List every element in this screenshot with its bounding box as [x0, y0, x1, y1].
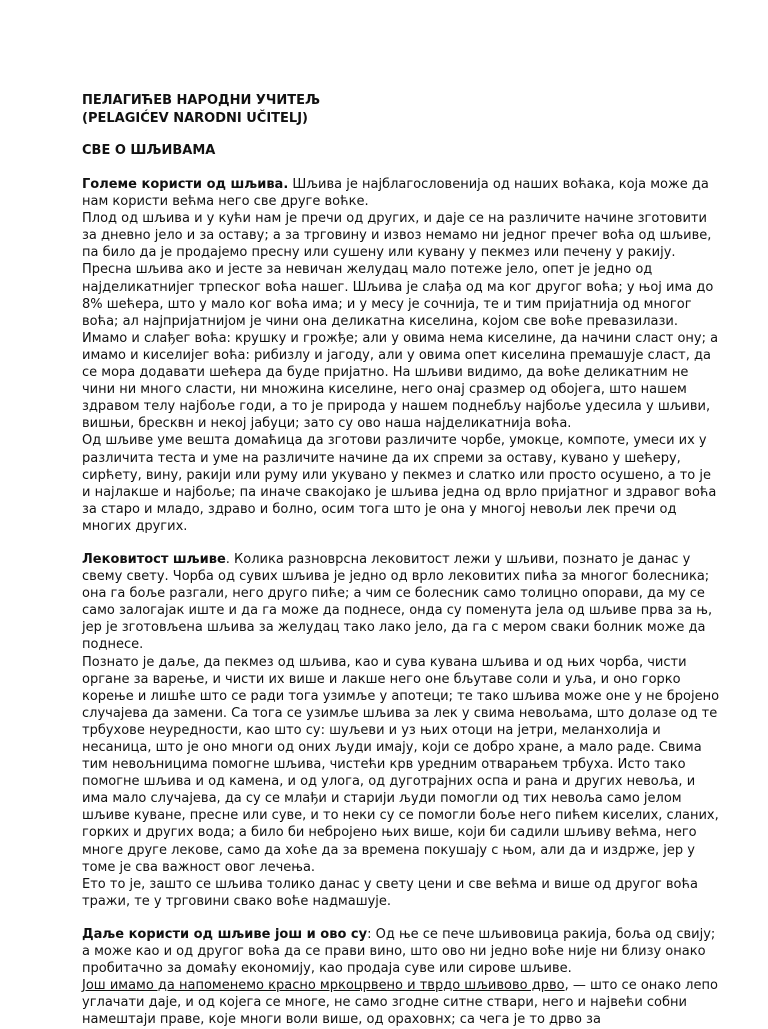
paragraph-text: Шљива је најблагословенија од наших воћака, која може да нам користи већма него све друге воћке. — [82, 177, 709, 210]
paragraph-text: , — што се онако лепо углачати даје, и од којега се многе, не само згодне ситне ствари, него и највећи собни намештаји праве, које многи воли више, од ораховнх; са чега је то дрво за — [82, 978, 718, 1028]
section-lead: Даље користи од шљиве још и ово су — [82, 926, 368, 942]
section-further-uses — [82, 926, 722, 1029]
chapter-title: СВЕ О ШЉИВАМА — [82, 143, 216, 158]
document-title: ПЕЛАГИЋЕВ НАРОДНИ УЧИТЕЉ — [82, 93, 321, 108]
document-page — [82, 92, 722, 1029]
paragraph: Пресна шљива ако и јесте за невичан желудац мало потеже јело, опет је једно од најделикатнијег трпеског воћа нашег. Шљива је слађа од ма ког другог воћа; у њој има до 8% шећера, што у мало ког воћа има; и у месу је сочнија, те и тим пријатнија од многог воћа; ал најпријатнијом је чини она деликатна киселина, којом све воће превазилази. Имамо и слађег воћа: крушку и грожђе; али у овима нема киселине, да начини сласт ону; а имамо и киселијег воћа: рибизлу и јагоду, али у овима опет киселина премашује сласт, да се мора додавати шећера да буде пријатно. На шљиви видимо, да воће деликатним не чини ни много сласти, ни множина киселине, него онај сразмер од обојега, што нашем здравом телу најбоље годи, а то је природа у нашем поднебљу најбоље удесила у шљиви, вишњи, бресквн и некој јабуци; зато су ово наша најделикатнија воћа. — [82, 262, 719, 432]
underlined-phrase: Још имамо да напоменемо красно мркоцрвено и тврдо шљивово дрво — [82, 978, 565, 994]
paragraph — [82, 551, 722, 654]
paragraph-text: : Од ње се пече шљивовица ракија, боља од свију; а може као и од другог воћа да се прави вино, што ово ни једно воће није ни близу онако пробитачно за домаћу економију, као продаја суве или сирове шљиве. — [82, 926, 716, 977]
document-title-latin: (PELAGIĆEV NARODNI UČITELJ) — [82, 111, 308, 126]
paragraph-text: . Колика разноврсна лековитост лежи у шљиви, познато је данас у свему свету. Чорба од сувих шљива је једно од врло лековитих пића за многог болесника; она га боље разгали, него друго пиће; а чим се болесник само толицно опорави, да му се само залогајак иште и да га може да поднесе, онда су поменута јела од шљиве прва за њ, јер је зготовљена шљива за желудац тако лако јело, да га с мером сваки болник може да поднесе. — [82, 551, 713, 653]
paragraph — [82, 176, 722, 210]
paragraph: Ето то је, зашто се шљива толико данас у свету цени и све већма и више од другог воћа тражи, те у трговини свако воће надмашује. — [82, 876, 698, 909]
paragraph — [82, 977, 722, 1028]
section-lead: Големе користи од шљива. — [82, 177, 289, 192]
paragraph: Од шљиве уме вешта домаћица да зготови различите чорбе, умокце, компоте, умеси их у различита теста и уме на различите начине да их спреми за оставу, кувано у шећеру, сирћету, вину, ракији или руму или укувано у пекмез и слатко или просто осушено, а то је и најлакше и најбоље; па иначе свакојако је шљива једна од врло пријатног и здравог воћа за старо и младо, здраво и болно, осим тога што је она у многој невољи лек пречи од многих других. — [82, 433, 717, 534]
paragraph: Познато је даље, да пекмез од шљива, као и сува кувана шљива и од њих чорба, чисти органе за варење, и чисти их више и лакше него оне бљутаве соли и уља, и оно горко корење и лишће што се ради тога узимље у апотеци; те тако шљива може оне у не бројено случајева да замени. Са тога се узимље шљива за лек у свима невољама, што долазе од те трбухове неуредности, као што су: шуљеви и уз њих отоци на јетри, меланхолија и несаница, што је оно многи од оних људи имају, који се добро хране, а мало раде. Свима тим невољницима помогне шљива, чистећи крв уредним отварањем трбуха. Исто тако помогне шљива и од камена, и од улога, од дуготрајних оспа и рана и других невоља, и има мало случајева, да су се млађи и старији људи помогли од тих невоља само јелом шљиве куване, пресне или суве, и то неки су се помогли боље него пићем киселих, сланих, горких и других вода; а било би небројено њих више, који би садили шљиву већма, него многе друге лекове, само да хоће да за времена покушају с њом, али да и издрже, јер у томе је сва важност овог лечења. — [82, 654, 720, 875]
section-lead: Лековитост шљиве — [82, 551, 226, 567]
paragraph — [82, 926, 722, 977]
section-benefits — [82, 176, 722, 535]
paragraph: Плод од шљива и у кући нам је пречи од других, и даје се на различите начине зготовити за дневно јело и за оставу; а за трговину и извоз немамо ни једног пречег воћа од шљиве, па било да је продајемо пресну или сушену или кувану у пекмез или печену у ракију. — [82, 211, 712, 261]
section-medicinal — [82, 551, 722, 910]
